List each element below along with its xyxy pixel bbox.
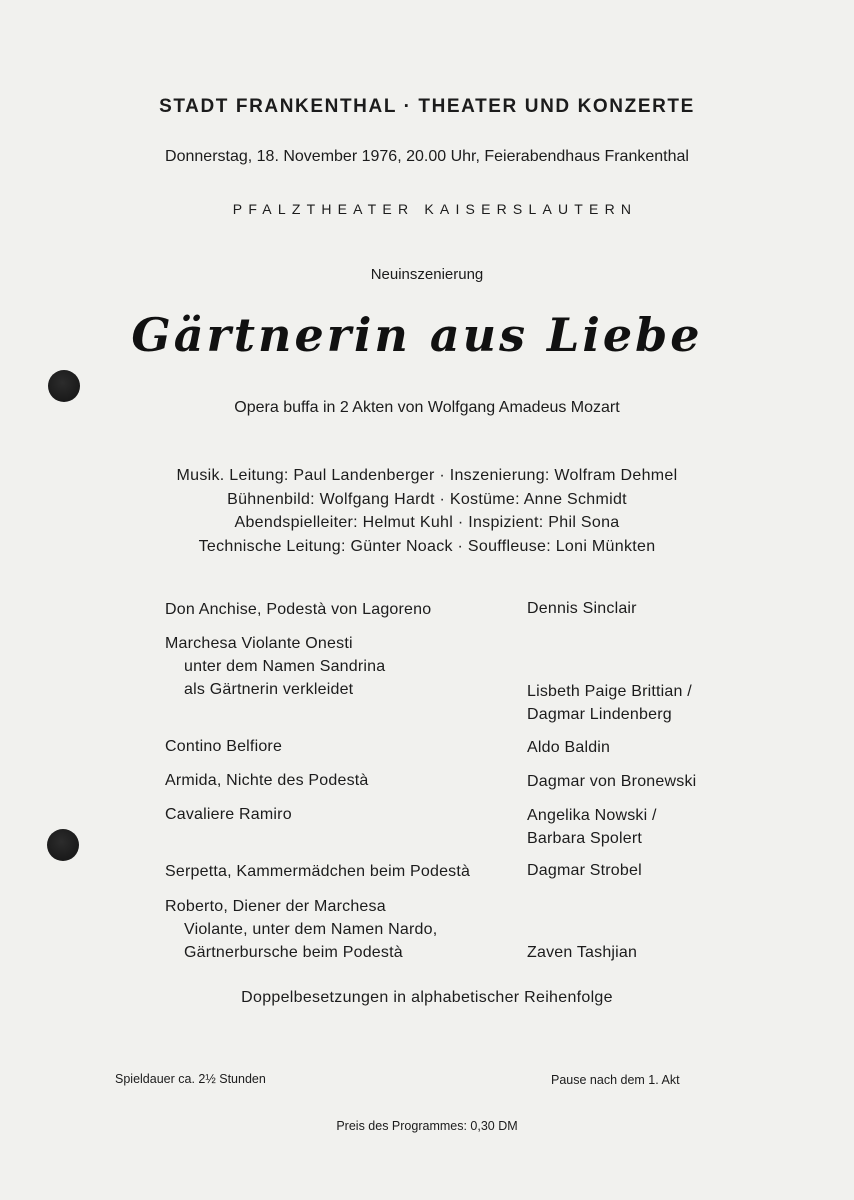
double-cast-note: Doppelbesetzungen in alphabetischer Reihenfolge (241, 989, 613, 1006)
singer-name: Dagmar von Bronewski (527, 773, 697, 790)
performance-date: Donnerstag, 18. November 1976, 20.00 Uhr, Feierabendhaus Frankenthal (165, 148, 689, 165)
singer-name: Aldo Baldin (527, 739, 611, 756)
punch-hole (48, 370, 80, 402)
opera-title: Gärtnerin aus Liebe (131, 308, 703, 362)
role-name: Serpetta, Kammermädchen beim Podestà (165, 863, 471, 880)
singer-name: Zaven Tashjian (527, 944, 638, 961)
punch-hole (47, 829, 79, 861)
singer-name: Angelika Nowski / Barbara Spolert (527, 807, 657, 847)
singer-name: Dennis Sinclair (527, 600, 637, 617)
role-name: Roberto, Diener der Marchesa Violante, unter dem Namen Nardo, Gärtnerbursche beim Podestà (165, 898, 438, 961)
credit-line: Bühnenbild: Wolfgang Hardt · Kostüme: Anne Schmidt (227, 490, 627, 508)
credit-line: Technische Leitung: Günter Noack · Souffleuse: Loni Münkten (198, 537, 656, 555)
staging-type: Neuinszenierung (370, 266, 484, 283)
organizer-heading: STADT FRANKENTHAL · THEATER UND KONZERTE (159, 96, 695, 117)
role-name: Contino Belfiore (165, 738, 283, 755)
singer-name: Dagmar Strobel (527, 862, 642, 879)
role-name: Don Anchise, Podestà von Lagoreno (165, 601, 432, 618)
performance-duration: Spieldauer ca. 2½ Stunden (115, 1072, 266, 1086)
role-name: Cavaliere Ramiro (165, 806, 292, 823)
singer-name: Lisbeth Paige Brittian / Dagmar Lindenberg (527, 683, 692, 723)
production-credits (0, 464, 854, 558)
credit-line: Abendspielleiter: Helmut Kuhl · Inspizient: Phil Sona (234, 514, 620, 531)
program-price: Preis des Programmes: 0,30 DM (336, 1119, 518, 1133)
theater-company: PFALZTHEATER KAISERSLAUTERN (232, 201, 638, 217)
opera-subtitle: Opera buffa in 2 Akten von Wolfgang Amadeus Mozart (234, 399, 620, 416)
intermission-note: Pause nach dem 1. Akt (551, 1073, 680, 1087)
credit-line: Musik. Leitung: Paul Landenberger · Inszenierung: Wolfram Dehmel (176, 467, 678, 484)
role-name: Armida, Nichte des Podestà (165, 772, 369, 789)
role-name: Marchesa Violante Onesti unter dem Namen Sandrina als Gärtnerin verkleidet (165, 635, 386, 698)
